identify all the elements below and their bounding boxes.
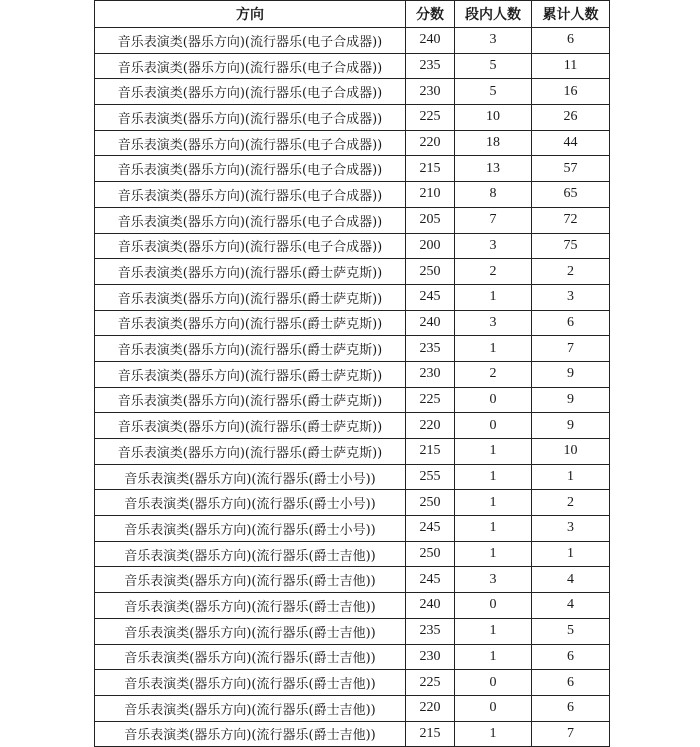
cell-segment-count: 3 <box>455 567 532 593</box>
cell-direction: 音乐表演类(器乐方向)(流行器乐(爵士萨克斯)) <box>95 336 406 362</box>
cell-score: 240 <box>406 28 455 54</box>
cell-segment-count: 0 <box>455 670 532 696</box>
cell-score: 230 <box>406 644 455 670</box>
score-table-container <box>94 0 610 747</box>
cell-direction: 音乐表演类(器乐方向)(流行器乐(爵士萨克斯)) <box>95 387 406 413</box>
cell-direction: 音乐表演类(器乐方向)(流行器乐(电子合成器)) <box>95 105 406 131</box>
table-row <box>95 28 610 54</box>
table-row <box>95 593 610 619</box>
cell-direction: 音乐表演类(器乐方向)(流行器乐(爵士萨克斯)) <box>95 361 406 387</box>
table-row <box>95 541 610 567</box>
cell-cumulative-count: 57 <box>532 156 610 182</box>
table-body <box>95 28 610 747</box>
table-row <box>95 130 610 156</box>
table-row <box>95 644 610 670</box>
cell-segment-count: 1 <box>455 284 532 310</box>
cell-score: 215 <box>406 439 455 465</box>
cell-direction: 音乐表演类(器乐方向)(流行器乐(电子合成器)) <box>95 130 406 156</box>
cell-cumulative-count: 3 <box>532 284 610 310</box>
table-row <box>95 490 610 516</box>
header-score: 分数 <box>406 1 455 28</box>
cell-segment-count: 3 <box>455 233 532 259</box>
header-direction: 方向 <box>95 1 406 28</box>
cell-direction: 音乐表演类(器乐方向)(流行器乐(爵士小号)) <box>95 464 406 490</box>
cell-segment-count: 1 <box>455 336 532 362</box>
cell-direction: 音乐表演类(器乐方向)(流行器乐(电子合成器)) <box>95 207 406 233</box>
cell-segment-count: 18 <box>455 130 532 156</box>
cell-direction: 音乐表演类(器乐方向)(流行器乐(电子合成器)) <box>95 182 406 208</box>
cell-cumulative-count: 4 <box>532 593 610 619</box>
cell-cumulative-count: 6 <box>532 644 610 670</box>
cell-score: 250 <box>406 541 455 567</box>
header-row <box>95 1 610 28</box>
table-header <box>95 1 610 28</box>
cell-cumulative-count: 11 <box>532 53 610 79</box>
cell-score: 230 <box>406 79 455 105</box>
table-row <box>95 413 610 439</box>
cell-score: 220 <box>406 130 455 156</box>
cell-score: 215 <box>406 721 455 747</box>
cell-cumulative-count: 9 <box>532 387 610 413</box>
cell-segment-count: 1 <box>455 541 532 567</box>
cell-direction: 音乐表演类(器乐方向)(流行器乐(电子合成器)) <box>95 233 406 259</box>
cell-score: 245 <box>406 284 455 310</box>
cell-direction: 音乐表演类(器乐方向)(流行器乐(爵士吉他)) <box>95 695 406 721</box>
cell-segment-count: 1 <box>455 516 532 542</box>
cell-direction: 音乐表演类(器乐方向)(流行器乐(爵士吉他)) <box>95 541 406 567</box>
cell-direction: 音乐表演类(器乐方向)(流行器乐(爵士小号)) <box>95 516 406 542</box>
cell-segment-count: 1 <box>455 439 532 465</box>
table-row <box>95 310 610 336</box>
cell-segment-count: 3 <box>455 28 532 54</box>
cell-direction: 音乐表演类(器乐方向)(流行器乐(爵士萨克斯)) <box>95 439 406 465</box>
cell-cumulative-count: 6 <box>532 670 610 696</box>
cell-segment-count: 5 <box>455 79 532 105</box>
table-row <box>95 105 610 131</box>
table-row <box>95 233 610 259</box>
cell-direction: 音乐表演类(器乐方向)(流行器乐(爵士吉他)) <box>95 593 406 619</box>
cell-cumulative-count: 44 <box>532 130 610 156</box>
cell-cumulative-count: 10 <box>532 439 610 465</box>
cell-segment-count: 5 <box>455 53 532 79</box>
cell-score: 235 <box>406 53 455 79</box>
cell-score: 250 <box>406 259 455 285</box>
cell-cumulative-count: 26 <box>532 105 610 131</box>
cell-score: 255 <box>406 464 455 490</box>
cell-score: 235 <box>406 618 455 644</box>
cell-segment-count: 1 <box>455 644 532 670</box>
cell-direction: 音乐表演类(器乐方向)(流行器乐(电子合成器)) <box>95 79 406 105</box>
cell-cumulative-count: 9 <box>532 361 610 387</box>
cell-score: 225 <box>406 670 455 696</box>
cell-cumulative-count: 3 <box>532 516 610 542</box>
cell-segment-count: 13 <box>455 156 532 182</box>
cell-cumulative-count: 6 <box>532 310 610 336</box>
cell-segment-count: 0 <box>455 593 532 619</box>
cell-score: 250 <box>406 490 455 516</box>
cell-direction: 音乐表演类(器乐方向)(流行器乐(爵士吉他)) <box>95 670 406 696</box>
table-row <box>95 156 610 182</box>
cell-direction: 音乐表演类(器乐方向)(流行器乐(电子合成器)) <box>95 156 406 182</box>
cell-score: 240 <box>406 310 455 336</box>
cell-segment-count: 10 <box>455 105 532 131</box>
cell-cumulative-count: 1 <box>532 541 610 567</box>
cell-cumulative-count: 7 <box>532 721 610 747</box>
header-cumulative-count: 累计人数 <box>532 1 610 28</box>
cell-cumulative-count: 6 <box>532 695 610 721</box>
table-row <box>95 259 610 285</box>
table-row <box>95 618 610 644</box>
cell-segment-count: 7 <box>455 207 532 233</box>
table-row <box>95 387 610 413</box>
table-row <box>95 464 610 490</box>
cell-score: 200 <box>406 233 455 259</box>
cell-score: 245 <box>406 567 455 593</box>
cell-segment-count: 8 <box>455 182 532 208</box>
cell-direction: 音乐表演类(器乐方向)(流行器乐(爵士吉他)) <box>95 644 406 670</box>
cell-cumulative-count: 2 <box>532 490 610 516</box>
cell-score: 225 <box>406 387 455 413</box>
cell-direction: 音乐表演类(器乐方向)(流行器乐(爵士吉他)) <box>95 567 406 593</box>
cell-cumulative-count: 1 <box>532 464 610 490</box>
table-row <box>95 695 610 721</box>
cell-direction: 音乐表演类(器乐方向)(流行器乐(爵士小号)) <box>95 490 406 516</box>
cell-cumulative-count: 2 <box>532 259 610 285</box>
cell-cumulative-count: 7 <box>532 336 610 362</box>
cell-segment-count: 0 <box>455 387 532 413</box>
cell-cumulative-count: 9 <box>532 413 610 439</box>
cell-segment-count: 3 <box>455 310 532 336</box>
cell-segment-count: 2 <box>455 361 532 387</box>
cell-segment-count: 0 <box>455 695 532 721</box>
cell-score: 240 <box>406 593 455 619</box>
cell-score: 225 <box>406 105 455 131</box>
cell-segment-count: 1 <box>455 721 532 747</box>
cell-segment-count: 1 <box>455 618 532 644</box>
header-segment-count: 段内人数 <box>455 1 532 28</box>
cell-cumulative-count: 6 <box>532 28 610 54</box>
cell-score: 220 <box>406 695 455 721</box>
cell-segment-count: 1 <box>455 490 532 516</box>
cell-cumulative-count: 16 <box>532 79 610 105</box>
table-row <box>95 53 610 79</box>
table-row <box>95 284 610 310</box>
cell-cumulative-count: 72 <box>532 207 610 233</box>
cell-cumulative-count: 65 <box>532 182 610 208</box>
cell-segment-count: 2 <box>455 259 532 285</box>
cell-direction: 音乐表演类(器乐方向)(流行器乐(爵士吉他)) <box>95 618 406 644</box>
cell-score: 245 <box>406 516 455 542</box>
cell-segment-count: 1 <box>455 464 532 490</box>
cell-direction: 音乐表演类(器乐方向)(流行器乐(爵士萨克斯)) <box>95 413 406 439</box>
table-row <box>95 79 610 105</box>
table-row <box>95 439 610 465</box>
cell-direction: 音乐表演类(器乐方向)(流行器乐(爵士萨克斯)) <box>95 310 406 336</box>
table-row <box>95 516 610 542</box>
cell-segment-count: 0 <box>455 413 532 439</box>
cell-direction: 音乐表演类(器乐方向)(流行器乐(电子合成器)) <box>95 28 406 54</box>
cell-direction: 音乐表演类(器乐方向)(流行器乐(爵士萨克斯)) <box>95 284 406 310</box>
cell-direction: 音乐表演类(器乐方向)(流行器乐(爵士吉他)) <box>95 721 406 747</box>
table-row <box>95 182 610 208</box>
cell-score: 205 <box>406 207 455 233</box>
cell-cumulative-count: 4 <box>532 567 610 593</box>
table-row <box>95 567 610 593</box>
cell-cumulative-count: 5 <box>532 618 610 644</box>
score-distribution-table <box>94 0 610 747</box>
cell-score: 220 <box>406 413 455 439</box>
cell-direction: 音乐表演类(器乐方向)(流行器乐(电子合成器)) <box>95 53 406 79</box>
table-row <box>95 670 610 696</box>
table-row <box>95 721 610 747</box>
cell-score: 210 <box>406 182 455 208</box>
table-row <box>95 207 610 233</box>
cell-cumulative-count: 75 <box>532 233 610 259</box>
cell-score: 235 <box>406 336 455 362</box>
cell-score: 230 <box>406 361 455 387</box>
table-row <box>95 336 610 362</box>
table-row <box>95 361 610 387</box>
cell-score: 215 <box>406 156 455 182</box>
cell-direction: 音乐表演类(器乐方向)(流行器乐(爵士萨克斯)) <box>95 259 406 285</box>
